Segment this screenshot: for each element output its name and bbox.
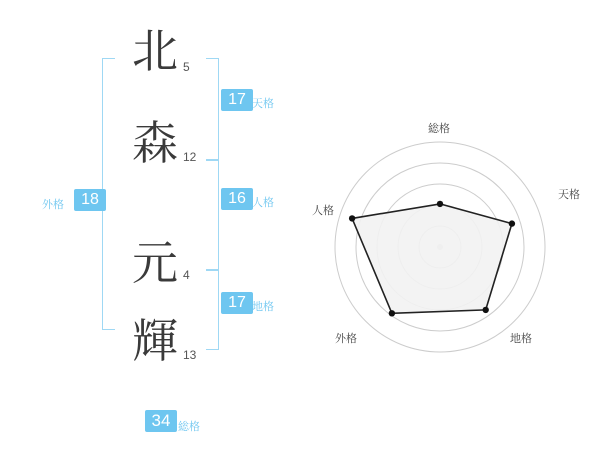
- kanji-char-4: 輝: [132, 314, 178, 368]
- kanji-strokes-3: 4: [183, 268, 190, 282]
- radar-data-point: [437, 201, 443, 207]
- bracket-tenkaku: [206, 58, 219, 160]
- score-value-chikaku: 17: [221, 292, 253, 314]
- kanji-strokes-1: 5: [183, 60, 190, 74]
- radar-label-lower-left: 外格: [335, 333, 357, 345]
- radar-data-point: [389, 310, 395, 316]
- radar-label-upper-right: 天格: [558, 189, 580, 201]
- kanji-strokes-4: 13: [183, 348, 197, 362]
- radar-label-upper-left: 人格: [312, 205, 334, 217]
- score-label-jinkaku: 人格: [252, 197, 274, 209]
- radar-chart-svg: [300, 0, 600, 470]
- kanji-char-1: 北: [132, 24, 178, 78]
- score-value-outer: 18: [74, 189, 106, 211]
- radar-series-polygon: [352, 204, 512, 313]
- kanji-char-3: 元: [132, 236, 178, 290]
- radar-data-point: [349, 215, 355, 221]
- score-value-soukaku: 34: [145, 410, 177, 432]
- kanji-char-2: 森: [132, 116, 178, 170]
- radar-label-lower-right: 地格: [510, 333, 532, 345]
- score-value-jinkaku: 16: [221, 188, 253, 210]
- radar-chart-panel: [300, 0, 600, 470]
- score-label-outer: 外格: [42, 199, 64, 211]
- radar-data-point: [509, 220, 515, 226]
- score-label-tenkaku: 天格: [252, 98, 274, 110]
- score-value-tenkaku: 17: [221, 89, 253, 111]
- radar-label-top: 総格: [428, 123, 450, 135]
- score-label-soukaku: 総格: [178, 421, 200, 433]
- score-label-chikaku: 地格: [252, 301, 274, 313]
- bracket-jinkaku: [206, 160, 219, 270]
- bracket-chikaku: [206, 270, 219, 350]
- kanji-strokes-2: 12: [183, 150, 197, 164]
- radar-data-point: [483, 307, 489, 313]
